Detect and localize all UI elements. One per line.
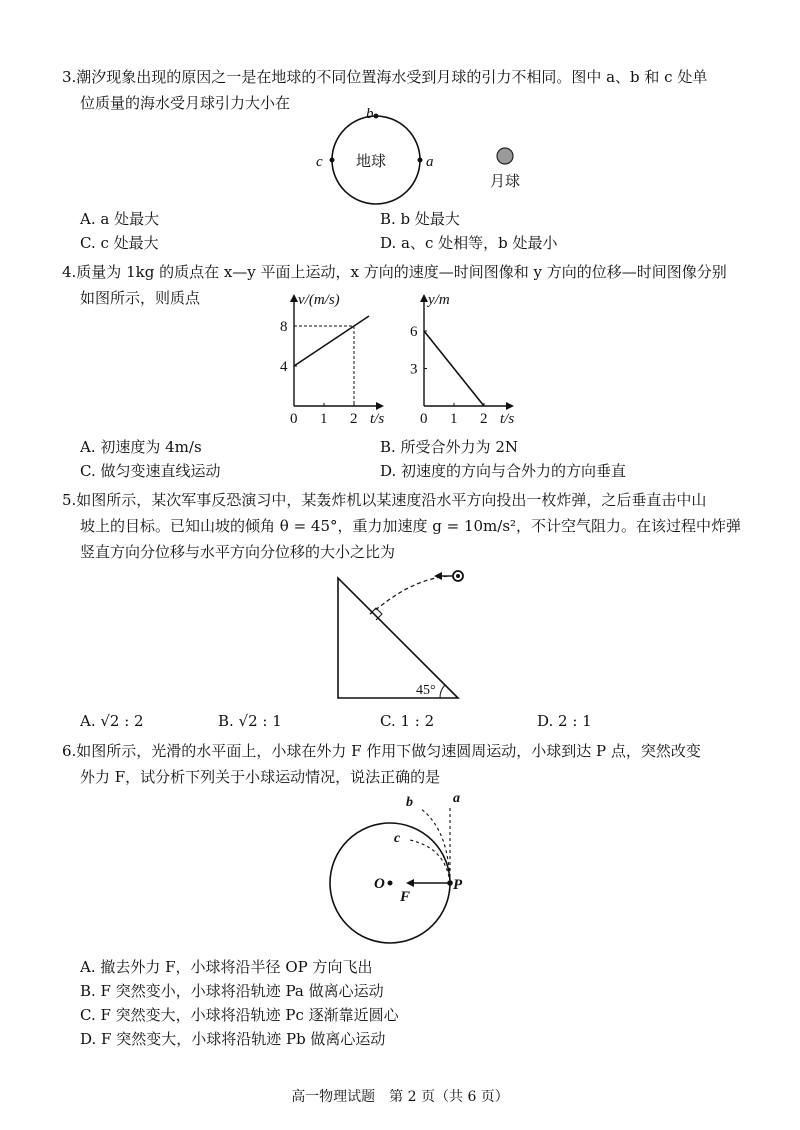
vt-ylabel: v/(m/s) — [298, 292, 340, 308]
point-a-label: a — [426, 154, 434, 170]
center-dot — [388, 881, 393, 886]
label-c: c — [394, 831, 401, 846]
velocity-arrowhead — [434, 572, 442, 580]
q6-option-c: C. F 突然变大，小球将沿轨迹 Pc 逐渐靠近圆心 — [80, 1006, 399, 1024]
q3-option-d: D. a、c 处相等，b 处最小 — [380, 234, 558, 252]
q6-option-d: D. F 突然变大，小球将沿轨迹 Pb 做离心运动 — [80, 1030, 386, 1048]
point-a-dot — [418, 158, 423, 163]
yt-ytick-label-0: 3 — [410, 361, 418, 378]
vt-xlabel: t/s — [370, 411, 385, 427]
vt-x-arrow — [376, 402, 384, 410]
yt-x-arrow — [506, 402, 514, 410]
bomb-trajectory — [370, 576, 448, 614]
q3-stem-line1: 3.潮汐现象出现的原因之一是在地球的不同位置海水受到月球的引力不相同。图中 a、b 和 c 处单 — [62, 68, 708, 86]
q4-option-c: C. 做匀变速直线运动 — [80, 462, 221, 480]
vt-ytick-label-1: 8 — [280, 319, 288, 335]
q3-option-b: B. b 处最大 — [380, 210, 460, 228]
earth-moon-figure — [300, 104, 560, 204]
q4-stem-line2: 如图所示，则质点 — [80, 289, 201, 307]
path-c — [410, 840, 450, 883]
q3-option-c: C. c 处最大 — [80, 234, 159, 252]
angle-label: 45° — [416, 683, 436, 698]
moon-label: 月球 — [490, 174, 521, 190]
q4-option-a: A. 初速度为 4m/s — [80, 438, 202, 456]
vt-ytick-label-0: 4 — [280, 359, 288, 375]
page-footer: 高一物理试题 第 2 页（共 6 页） — [291, 1089, 509, 1105]
label-b: b — [406, 795, 413, 810]
point-c-label: c — [316, 154, 323, 170]
yt-xtick-label-1: 1 — [450, 411, 458, 427]
vt-xtick-label-0: 0 — [290, 411, 298, 427]
vt-xtick-label-2: 2 — [350, 411, 358, 427]
vt-xtick-label-1: 1 — [320, 411, 328, 427]
point-b-dot — [374, 114, 379, 119]
angle-arc — [440, 685, 445, 698]
q3-stem-line2: 位质量的海水受月球引力大小在 — [80, 94, 291, 112]
yt-ylabel: y/m — [428, 292, 450, 308]
yt-y-arrow — [420, 294, 428, 302]
path-b — [420, 808, 450, 883]
displacement-time-chart — [400, 292, 520, 430]
vt-series-line — [294, 316, 369, 366]
vt-y-arrow — [290, 294, 298, 302]
velocity-time-chart — [270, 292, 390, 430]
yt-xlabel: t/s — [500, 411, 515, 427]
q6-option-a: A. 撤去外力 F，小球将沿半径 OP 方向飞出 — [80, 958, 373, 976]
yt-xtick-label-0: 0 — [420, 411, 428, 427]
q6-option-b: B. F 突然变小，小球将沿轨迹 Pa 做离心运动 — [80, 982, 384, 1000]
label-p: P — [453, 877, 463, 893]
q5-option-c: C. 1 : 2 — [380, 712, 435, 730]
q5-option-a: A. √2 : 2 — [80, 712, 144, 730]
q4-option-b: B. 所受合外力为 2N — [380, 438, 518, 456]
q4-stem-line1: 4.质量为 1kg 的质点在 x—y 平面上运动，x 方向的速度—时间图像和 y 方向的位移—时间图像分别 — [62, 263, 727, 281]
point-b-label: b — [366, 106, 374, 122]
yt-series-line — [424, 331, 484, 406]
label-o: O — [374, 876, 385, 892]
q5-stem-line1: 5.如图所示，某次军事反恐演习中，某轰炸机以某速度沿水平方向投出一枚炸弹，之后垂直击中山 — [62, 491, 707, 509]
force-arrowhead — [406, 879, 414, 887]
moon-circle — [497, 148, 513, 164]
q6-stem-line2: 外力 F，试分析下列关于小球运动情况，说法正确的是 — [80, 768, 441, 786]
q5-stem-line3: 竖直方向分位移与水平方向分位移的大小之比为 — [80, 543, 396, 561]
q5-option-b: B. √2 : 1 — [218, 712, 282, 730]
earth-label: 地球 — [356, 154, 387, 170]
q4-option-d: D. 初速度的方向与合外力的方向垂直 — [380, 462, 627, 480]
q6-stem-line1: 6.如图所示，光滑的水平面上，小球在外力 F 作用下做匀速圆周运动，小球到达 P 点，突然改变 — [62, 742, 701, 760]
point-c-dot — [330, 158, 335, 163]
q5-stem-line2: 坡上的目标。已知山坡的倾角 θ = 45°，重力加速度 g = 10m/s²，不计空气阻力。在该过程中炸弹 — [80, 517, 742, 535]
q5-option-d: D. 2 : 1 — [537, 712, 592, 730]
label-a: a — [453, 791, 460, 806]
q3-option-a: A. a 处最大 — [80, 210, 160, 228]
yt-xtick-label-2: 2 — [480, 411, 488, 427]
yt-ytick-label-1: 6 — [410, 324, 418, 340]
slope-figure — [330, 568, 480, 704]
slope-triangle — [338, 578, 458, 698]
circular-motion-figure — [320, 788, 480, 958]
label-f: F — [400, 889, 411, 905]
